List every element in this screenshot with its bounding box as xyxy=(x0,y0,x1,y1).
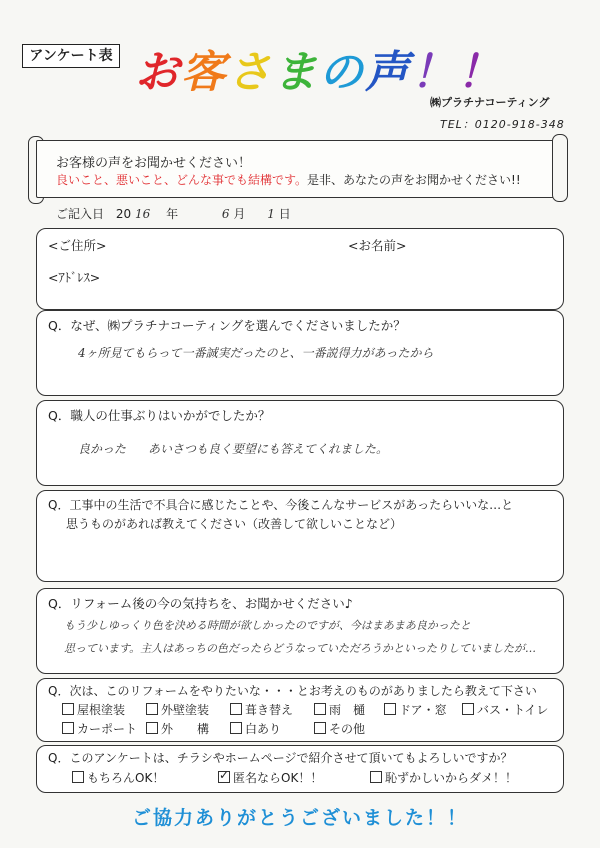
date-month-label: 月 xyxy=(233,207,246,221)
q4-answer-line-2[interactable]: 思っています。主人はあっちの色だったらどうなっていただろうかといったりしていましたが… xyxy=(64,642,537,655)
q6-option-ok[interactable] xyxy=(72,769,164,786)
checkbox[interactable] xyxy=(146,703,158,715)
option-label: 外 構 xyxy=(161,722,210,736)
date-day-label: 日 xyxy=(278,207,291,221)
checkbox[interactable] xyxy=(314,703,326,715)
q5-option-other[interactable] xyxy=(314,720,365,737)
q5-question: Q．次は、このリフォームをやりたいな・・・とお考えのものがありましたら教えて下さい xyxy=(48,684,537,698)
q2-answer-a[interactable]: 良かった xyxy=(78,442,127,456)
intro-line-2 xyxy=(56,171,521,188)
option-label: その他 xyxy=(329,722,366,736)
q3-question-line-2: 思うものがあれば教えてください（改善して欲しいことなど） xyxy=(66,517,403,531)
option-label: カーポート xyxy=(77,722,138,736)
title-char: の xyxy=(319,47,365,98)
title-char: 声 xyxy=(365,47,411,98)
title-char: ！ xyxy=(411,47,457,98)
intro-highlight: 良いこと、悪いこと、どんな事でも結構です。 xyxy=(56,173,308,187)
q5-option-gutter[interactable] xyxy=(314,701,365,718)
option-label: 葺き替え xyxy=(245,703,294,717)
checkbox[interactable] xyxy=(62,722,74,734)
option-label: 匿名ならOK！！ xyxy=(233,771,323,785)
q5-option-exterior[interactable] xyxy=(146,720,209,737)
checkbox[interactable] xyxy=(314,722,326,734)
q5-option-carport[interactable] xyxy=(62,720,137,737)
q6-option-no[interactable] xyxy=(370,769,517,786)
option-label: 外壁塗装 xyxy=(161,703,210,717)
checkbox[interactable] xyxy=(462,703,474,715)
option-label: 白あり xyxy=(245,722,282,736)
option-label: ドア・窓 xyxy=(399,703,447,717)
title-char: さ xyxy=(227,47,273,98)
checkbox-checked[interactable] xyxy=(218,771,230,783)
title-char: ！ xyxy=(457,47,503,98)
intro-line-1: お客様の声をお聞かせください！ xyxy=(56,156,252,171)
option-label: もちろんOK！ xyxy=(87,771,165,785)
main-title xyxy=(135,36,503,100)
name-label: <お名前> xyxy=(348,238,407,253)
q2-answer-b[interactable]: あいさつも良く要望にも答えてくれました。 xyxy=(148,442,389,456)
option-label: 雨 樋 xyxy=(329,703,366,717)
q4-answer-line-1[interactable]: もう少しゆっくり色を決める時間が欲しかったのですが、今はまあまあ良かったと xyxy=(64,619,471,632)
date-row xyxy=(56,205,291,222)
company-name: ㈱プラチナコーティング xyxy=(430,96,550,109)
q1-answer[interactable]: 4ヶ所見てもらって一番誠実だったのと、一番説得力があったから xyxy=(78,346,434,360)
date-year-prefix: 20 xyxy=(115,207,132,221)
date-year-label: 年 xyxy=(166,207,179,221)
q4-question: Q．リフォーム後の今の気持ちを、お聞かせください♪ xyxy=(48,596,353,611)
checkbox[interactable] xyxy=(370,771,382,783)
title-char: お xyxy=(135,47,181,98)
checkbox[interactable] xyxy=(384,703,396,715)
title-char: 客 xyxy=(181,47,227,98)
checkbox[interactable] xyxy=(72,771,84,783)
q5-option-door-window[interactable] xyxy=(384,701,447,718)
q5-option-roof-paint[interactable] xyxy=(62,701,125,718)
intro-rest: 是非、あなたの声をお聞かせください!! xyxy=(307,173,521,187)
checkbox[interactable] xyxy=(230,703,242,715)
address2-label: <ｱﾄﾞﾚｽ> xyxy=(48,270,101,285)
q5-option-termite[interactable] xyxy=(230,720,281,737)
q6-option-anonymous[interactable] xyxy=(218,769,322,786)
checkbox[interactable] xyxy=(230,722,242,734)
date-label: ご記入日 xyxy=(56,207,105,221)
title-char: ま xyxy=(273,47,319,98)
date-day-value[interactable]: 1 xyxy=(267,207,275,221)
customer-box xyxy=(36,228,564,310)
thank-you-footer: ご協力ありがとうございました！！ xyxy=(131,807,468,829)
date-year-value[interactable]: 16 xyxy=(134,207,151,221)
option-label: 恥ずかしいからダメ！！ xyxy=(385,771,518,785)
option-label: 屋根塗装 xyxy=(77,703,126,717)
checkbox[interactable] xyxy=(62,703,74,715)
date-month-value[interactable]: 6 xyxy=(221,207,230,221)
phone-number: TEL：0120-918-348 xyxy=(440,118,565,131)
address-label: <ご住所> xyxy=(48,238,107,253)
q1-question: Q．なぜ、㈱プラチナコーティングを選んでくださいましたか？ xyxy=(48,318,406,333)
option-label: バス・トイレ xyxy=(477,703,549,717)
scroll-curl-right xyxy=(552,134,568,202)
q5-option-bath-toilet[interactable] xyxy=(462,701,548,718)
q6-question: Q．このアンケートは、チラシやホームページで紹介させて頂いてもよろしいですか？ xyxy=(48,751,513,765)
q2-question: Q．職人の仕事ぶりはいかがでしたか？ xyxy=(48,408,271,423)
q5-option-wall-paint[interactable] xyxy=(146,701,209,718)
survey-tag: アンケート表 xyxy=(22,44,120,68)
checkbox[interactable] xyxy=(146,722,158,734)
q5-option-reroof[interactable] xyxy=(230,701,293,718)
q3-question-line-1: Q．工事中の生活で不具合に感じたことや、今後こんなサービスがあったらいいな…と xyxy=(48,498,514,512)
